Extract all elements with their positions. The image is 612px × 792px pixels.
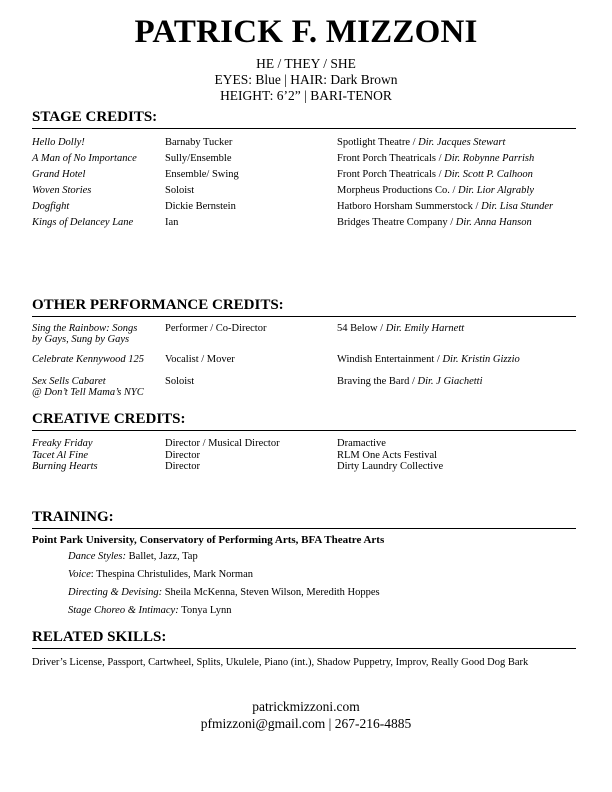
website-link[interactable]: patrickmizzoni.com: [252, 699, 360, 714]
skills-list: Driver’s License, Passport, Cartwheel, Splits, Ukulele, Piano (int.), Shadow Puppetry, Improv, Really Good Dog Bark: [32, 657, 529, 668]
show-title: Tacet Al Fine: [32, 450, 88, 461]
creative-credits-section: [32, 410, 576, 472]
personal-info: [0, 56, 612, 104]
other-credits-section: [32, 296, 576, 398]
school-degree: Point Park University, Conservatory of Performing Arts, BFA Theatre Arts: [32, 534, 385, 546]
company: 54 Below / Dir. Emily Harnett: [337, 323, 465, 334]
show-title: Woven Stories: [32, 185, 92, 196]
show-title: Freaky Friday: [32, 438, 93, 449]
training-line: Dance Styles: Ballet, Jazz, Tap: [68, 551, 198, 562]
stage-credits-title: STAGE CREDITS:: [32, 108, 576, 129]
other-credits-title: OTHER PERFORMANCE CREDITS:: [32, 296, 576, 317]
pronouns: HE / THEY / SHE: [256, 56, 356, 71]
company: Bridges Theatre Company / Dir. Anna Hanson: [337, 217, 532, 228]
training-line: Directing & Devising: Sheila McKenna, Steven Wilson, Meredith Hoppes: [68, 587, 380, 598]
director: Dir. Lior Algrably: [458, 185, 534, 196]
company: Hatboro Horsham Summerstock / Dir. Lisa Stunder: [337, 201, 554, 212]
director: Dir. Lisa Stunder: [481, 201, 554, 212]
company: Dirty Laundry Collective: [337, 461, 444, 472]
eyes-hair: EYES: Blue | HAIR: Dark Brown: [214, 72, 398, 87]
stage-credits-section: [32, 108, 576, 228]
role: Ian: [165, 217, 179, 228]
company: Morpheus Productions Co. / Dir. Lior Algrably: [337, 185, 534, 196]
show-title: Sing the Rainbow: Songs by Gays, Sung by Gays: [32, 323, 138, 345]
height-voice: HEIGHT: 6’2” | BARI-TENOR: [220, 88, 392, 103]
skills-title: RELATED SKILLS:: [32, 628, 576, 649]
resume-name: PATRICK F. MIZZONI: [134, 14, 478, 50]
skills-section: [32, 628, 576, 668]
company: Front Porch Theatricals / Dir. Robynne Parrish: [337, 153, 535, 164]
show-title: A Man of No Importance: [32, 153, 137, 164]
director: Dir. Kristin Gizzio: [442, 354, 520, 365]
creative-credits-title: CREATIVE CREDITS:: [32, 410, 576, 431]
role: Soloist: [165, 376, 195, 387]
role: Soloist: [165, 185, 195, 196]
show-title: Celebrate Kennywood 125: [32, 354, 144, 365]
role: Dickie Bernstein: [165, 201, 236, 212]
training-section: [32, 508, 576, 620]
director: Dir. J Giachetti: [417, 376, 483, 387]
show-title: Dogfight: [32, 201, 70, 212]
role: Director / Musical Director: [165, 438, 280, 449]
role: Sully/Ensemble: [165, 153, 232, 164]
role: Barnaby Tucker: [165, 137, 233, 148]
role: Vocalist / Mover: [165, 354, 235, 365]
director: Dir. Anna Hanson: [455, 217, 532, 228]
director: Dir. Emily Harnett: [385, 323, 465, 334]
training-title: TRAINING:: [32, 508, 576, 529]
training-line: Voice: Thespina Christulides, Mark Norman: [68, 569, 253, 580]
role: Director: [165, 461, 200, 472]
show-title: Burning Hearts: [32, 461, 98, 472]
show-title: Hello Dolly!: [32, 137, 85, 148]
contact-info: [0, 698, 612, 732]
company: Braving the Bard / Dir. J Giachetti: [337, 376, 483, 387]
company: Spotlight Theatre / Dir. Jacques Stewart: [337, 137, 506, 148]
director: Dir. Scott P. Calhoon: [444, 169, 533, 180]
email-phone[interactable]: pfmizzoni@gmail.com | 267-216-4885: [200, 716, 412, 731]
show-title: Kings of Delancey Lane: [32, 217, 134, 228]
role: Director: [165, 450, 200, 461]
company: Dramactive: [337, 438, 386, 449]
show-title: Grand Hotel: [32, 169, 86, 180]
company: Front Porch Theatricals / Dir. Scott P. Calhoon: [337, 169, 533, 180]
show-title: Sex Sells Cabaret @ Don’t Tell Mama’s NYC: [32, 376, 144, 398]
director: Dir. Jacques Stewart: [418, 137, 506, 148]
company: RLM One Acts Festival: [337, 450, 438, 461]
role: Performer / Co-Director: [165, 323, 267, 334]
training-line: Stage Choreo & Intimacy: Tonya Lynn: [68, 605, 232, 616]
director: Dir. Robynne Parrish: [444, 153, 535, 164]
role: Ensemble/ Swing: [165, 169, 239, 180]
company: Windish Entertainment / Dir. Kristin Gizzio: [337, 354, 520, 365]
